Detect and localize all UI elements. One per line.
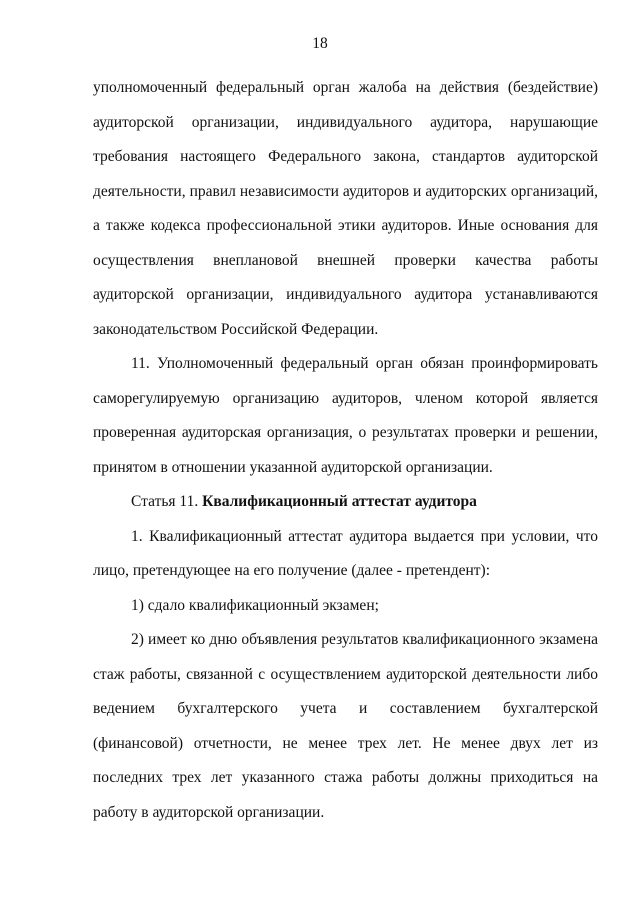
paragraph-clause-1: 1. Квалификационный аттестат аудитора выдается при условии, что лицо, претендующее на его получение (далее - претендент): (93, 527, 598, 579)
article-heading (93, 485, 598, 520)
document-body (93, 71, 598, 830)
article-number: Статья 11. (131, 493, 203, 510)
page-number: 18 (312, 35, 328, 52)
paragraph-subclause-1: 1) сдало квалификационный экзамен; (131, 596, 379, 614)
paragraph-subclause-2: 2) имеет ко дню объявления результатов квалификационного экзамена стаж работы, связанной с осуществлением аудиторской деятельности либо ведением бухгалтерского учета и составлением бухгалтерской (финансовой) отчетности, не менее трех лет. Не менее двух лет из последних трех лет указанного стажа работы должны приходиться на работу в аудиторской организации. (93, 631, 598, 821)
article-title: Квалификационный аттестат аудитора (202, 493, 477, 510)
paragraph-complaint-grounds: уполномоченный федеральный орган жалоба на действия (бездействие) аудиторской организации, индивидуального аудитора, нарушающие требования настоящего Федерального закона, стандартов аудиторской деятельности, правил независимости аудиторов и аудиторских организаций, а также кодекса профессиональной этики аудиторов. Иные основания для осуществления внеплановой внешней проверки качества работы аудиторской организации, индивидуального аудитора устанавливаются законодательством Российской Федерации. (93, 79, 598, 338)
paragraph-item-11: 11. Уполномоченный федеральный орган обязан проинформировать саморегулируемую организацию аудиторов, членом которой является проверенная аудиторская организация, о результатах проверки и решении, принятом в отношении указанной аудиторской организации. (93, 355, 598, 476)
